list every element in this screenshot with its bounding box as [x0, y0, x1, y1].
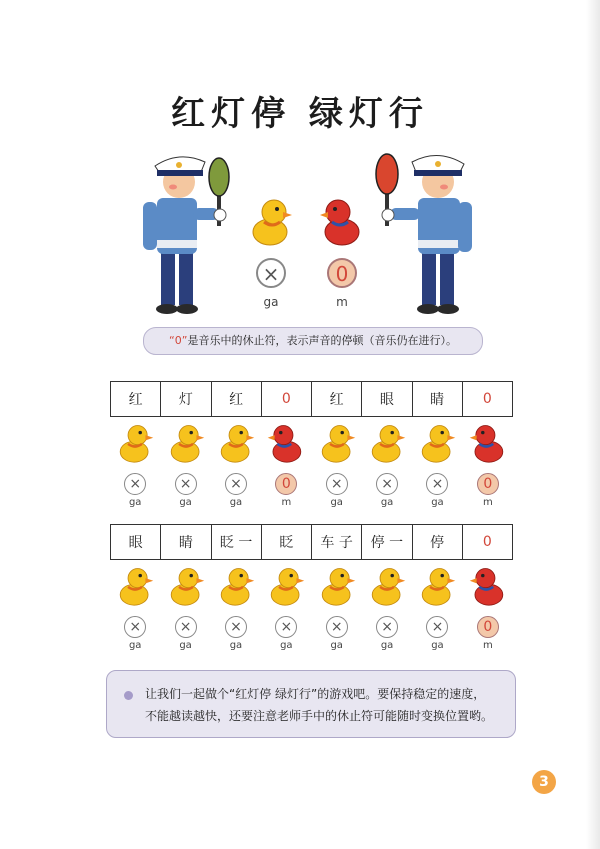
clap-x-icon: ×: [326, 473, 348, 495]
rest-zero-icon: 0: [327, 258, 357, 288]
clap-x-icon: ×: [256, 258, 286, 288]
beat-slot: [110, 420, 160, 508]
beat-slot: [362, 563, 412, 651]
syllable-label: m: [336, 295, 348, 309]
rhythm-cell: 停: [413, 525, 463, 559]
beat-slot: [412, 563, 462, 651]
syllable-label: ga: [179, 640, 192, 651]
rhythm-grid-1: [110, 381, 513, 417]
yellow-duck-icon: [248, 192, 294, 254]
beat-slot: [160, 563, 210, 651]
page-number-badge: 3: [532, 770, 556, 794]
syllable-label: m: [482, 497, 493, 508]
yellow-duck-icon: [317, 563, 357, 613]
syllable-label: ga: [330, 640, 343, 651]
beat-slot: [211, 563, 261, 651]
syllable-label: ga: [128, 640, 142, 651]
yellow-duck-icon: [166, 563, 206, 613]
clap-x-icon: ×: [124, 616, 146, 638]
beat-slot: [312, 420, 362, 508]
officer-red-sign-illustration: [372, 132, 482, 317]
beat-slot: [362, 420, 412, 508]
rhythm-cell: 睛: [161, 525, 211, 559]
officer-green-sign-illustration: [135, 132, 235, 317]
bullet-icon: [124, 691, 133, 700]
yellow-duck-icon: [317, 420, 357, 470]
beat-slot: [261, 420, 311, 508]
rhythm-cell: 眼: [111, 525, 161, 559]
syllable-label: ga: [179, 497, 192, 508]
rest-note-text: 是音乐中的休止符，表示声音的停顿（音乐仍在进行）。: [187, 334, 457, 347]
clap-x-icon: ×: [426, 473, 448, 495]
beat-slot: [160, 420, 210, 508]
syllable-label: m: [482, 640, 493, 651]
rhythm-cell: 停 一: [362, 525, 412, 559]
syllable-label: ga: [380, 497, 394, 508]
rhythm-cell: 睛: [413, 382, 463, 416]
duck-row-2: [110, 563, 513, 651]
rest-note: [143, 327, 483, 355]
clap-x-icon: ×: [225, 473, 247, 495]
red-duck-icon: [468, 563, 508, 613]
red-duck-icon: [318, 192, 364, 254]
red-duck-icon: [266, 420, 306, 470]
yellow-duck-icon: [266, 563, 306, 613]
beat-slot: [412, 420, 462, 508]
syllable-label: ga: [431, 497, 444, 508]
beat-slot: [261, 563, 311, 651]
clap-x-icon: ×: [376, 616, 398, 638]
yellow-duck-icon: [216, 420, 256, 470]
yellow-duck-icon: [166, 420, 206, 470]
rhythm-cell: 车 子: [312, 525, 362, 559]
clap-x-icon: ×: [175, 473, 197, 495]
rhythm-cell: 红: [111, 382, 161, 416]
syllable-label: ga: [263, 295, 279, 309]
instruction-line-1: 让我们一起做个“红灯停 绿灯行”的游戏吧。要保持稳定的速度，: [145, 687, 486, 701]
clap-x-icon: ×: [225, 616, 247, 638]
syllable-label: ga: [229, 497, 243, 508]
rhythm-cell: 眨 一: [212, 525, 262, 559]
rest-zero-icon: 0: [477, 616, 499, 638]
yellow-duck-icon: [367, 563, 407, 613]
clap-x-icon: ×: [426, 616, 448, 638]
clap-x-icon: ×: [376, 473, 398, 495]
rhythm-cell: 灯: [161, 382, 211, 416]
rest-zero-mark: “0”: [169, 334, 188, 347]
rhythm-cell-rest: 0: [482, 534, 492, 550]
clap-x-icon: ×: [175, 616, 197, 638]
clap-x-icon: ×: [275, 616, 297, 638]
yellow-duck-icon: [115, 563, 155, 613]
rhythm-cell: 红: [212, 382, 262, 416]
rhythm-cell: 眼: [362, 382, 412, 416]
instruction-line-2: 不能越读越快，还要注意老师手中的休止符可能随时变换位置哟。: [145, 709, 494, 723]
clap-x-icon: ×: [124, 473, 146, 495]
rhythm-cell: 眨: [262, 525, 312, 559]
syllable-label: ga: [431, 640, 444, 651]
rhythm-cell: 红: [312, 382, 362, 416]
yellow-duck-icon: [417, 420, 457, 470]
beat-slot: [211, 420, 261, 508]
clap-x-icon: ×: [326, 616, 348, 638]
syllable-label: ga: [380, 640, 394, 651]
yellow-duck-icon: [367, 420, 407, 470]
syllable-label: m: [281, 497, 292, 508]
beat-slot: [463, 563, 513, 651]
syllable-label: ga: [280, 640, 293, 651]
page-title: 红灯停 绿灯行: [171, 94, 429, 134]
beat-slot: [110, 563, 160, 651]
game-instruction-panel: [106, 670, 516, 738]
rest-zero-icon: 0: [477, 473, 499, 495]
syllable-label: ga: [229, 640, 243, 651]
red-duck-icon: [468, 420, 508, 470]
yellow-duck-icon: [417, 563, 457, 613]
rhythm-grid-2: [110, 524, 513, 560]
beat-slot: [312, 563, 362, 651]
duck-row-1: [110, 420, 513, 508]
syllable-label: ga: [330, 497, 343, 508]
yellow-duck-icon: [216, 563, 256, 613]
rhythm-cell-rest: 0: [482, 391, 492, 407]
syllable-label: ga: [128, 497, 142, 508]
yellow-duck-icon: [115, 420, 155, 470]
rest-zero-icon: 0: [275, 473, 297, 495]
beat-slot: [463, 420, 513, 508]
rhythm-cell-rest: 0: [262, 382, 312, 416]
